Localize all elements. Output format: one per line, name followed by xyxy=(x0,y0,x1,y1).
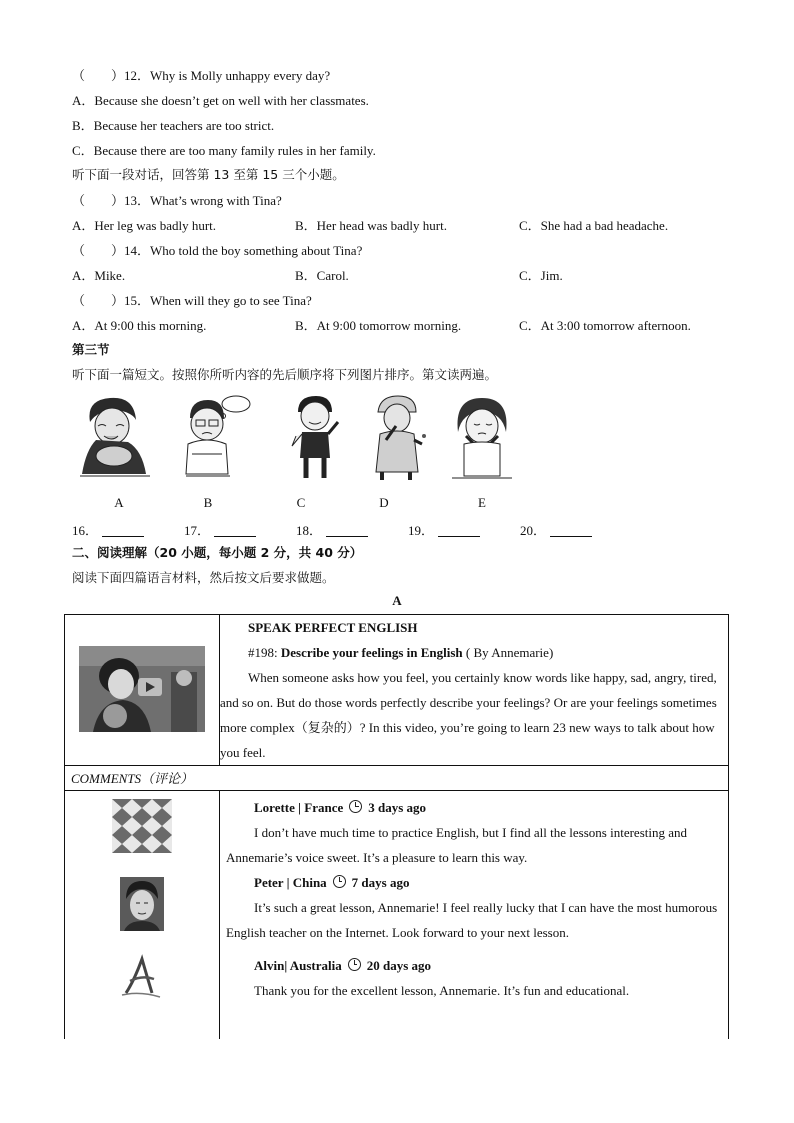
option-b: B．Carol. xyxy=(295,268,349,283)
clock-icon xyxy=(349,800,362,813)
avatar-lorette xyxy=(112,799,172,853)
video-thumbnail[interactable] xyxy=(79,646,205,732)
question-stem: 13．What’s wrong with Tina? xyxy=(124,193,282,208)
crying-person-picture xyxy=(76,392,154,482)
avatar-alvin xyxy=(120,951,164,999)
clock-icon xyxy=(333,875,346,888)
blank-number: 16． xyxy=(72,523,99,538)
episode-number: #198: xyxy=(248,645,278,660)
comment-meta xyxy=(226,870,722,895)
option-c: C．At 3:00 tomorrow afternoon. xyxy=(519,318,691,333)
blank-number: 17． xyxy=(184,523,211,538)
option-c: C．Because there are too many family rules in her family. xyxy=(72,143,376,158)
comment xyxy=(220,870,728,945)
answer-paren: （ ） xyxy=(72,193,125,208)
clock-icon xyxy=(348,958,361,971)
option-a: A．Mike. xyxy=(72,268,126,283)
option-b: B．Her head was badly hurt. xyxy=(295,218,447,233)
comments-header: COMMENTS（评论） xyxy=(65,766,729,791)
section-title: 第三节 xyxy=(72,342,110,357)
answer-blank[interactable] xyxy=(184,520,256,539)
avatar-peter xyxy=(120,877,164,931)
comment-author: Lorette | France xyxy=(254,800,344,815)
sick-man-picture xyxy=(362,392,440,482)
comment-time: 20 days ago xyxy=(366,958,432,973)
option-a: A．Because she doesn’t get on well with her classmates. xyxy=(72,93,369,108)
episode-author: ( By Annemarie) xyxy=(462,645,554,660)
comment-author: Peter | China xyxy=(254,875,327,890)
answer-paren: （ ） xyxy=(72,243,125,258)
blank-number: 20． xyxy=(520,523,547,538)
passage-label: A xyxy=(392,593,402,608)
answer-blank[interactable] xyxy=(72,520,144,539)
article-table xyxy=(64,614,729,1039)
avatars-cell xyxy=(65,791,220,1040)
reading-instruction: 阅读下面四篇语言材料，然后按文后要求做题。 xyxy=(72,570,335,585)
comment xyxy=(220,953,728,1003)
blank-number: 19． xyxy=(408,523,435,538)
dialog-instruction: 听下面一段对话，回答第 13 至第 15 三个小题。 xyxy=(72,167,345,182)
answer-paren: （ ） xyxy=(72,293,125,308)
answer-blanks xyxy=(72,520,632,538)
comments-cell xyxy=(220,791,729,1040)
reading-heading: 二、阅读理解（20 小题，每小题 2 分，共 40 分） xyxy=(72,545,363,560)
answer-paren: （ ） xyxy=(72,68,125,83)
thinking-boy-picture xyxy=(178,392,256,482)
option-c: C．Jim. xyxy=(519,268,563,283)
picture-label: D xyxy=(379,495,389,510)
article-title: SPEAK PERFECT ENGLISH xyxy=(248,620,418,635)
comment xyxy=(220,795,728,870)
question-13 xyxy=(72,190,282,209)
question-stem: 15．When will they go to see Tina? xyxy=(124,293,312,308)
section-instruction: 听下面一篇短文。按照你所听内容的先后顺序将下列图片排序。第文读两遍。 xyxy=(72,367,498,382)
option-b: B．Because her teachers are too strict. xyxy=(72,118,275,133)
answer-blank[interactable] xyxy=(296,520,368,539)
question-14 xyxy=(72,240,362,259)
sad-girl-picture xyxy=(446,392,524,482)
question-stem: 14．Who told the boy something about Tina? xyxy=(124,243,363,258)
option-a: A．At 9:00 this morning. xyxy=(72,318,207,333)
comment-time: 3 days ago xyxy=(368,800,427,815)
episode-line xyxy=(220,640,728,665)
answer-blank[interactable] xyxy=(408,520,480,539)
comment-meta xyxy=(226,953,722,978)
question-15 xyxy=(72,290,312,309)
comment-text: Thank you for the excellent lesson, Annemarie. It’s fun and educational. xyxy=(254,983,630,998)
standing-boy-picture xyxy=(280,392,358,482)
picture-row xyxy=(72,392,552,512)
question-12 xyxy=(72,65,330,84)
comment-author: Alvin| Australia xyxy=(254,958,342,973)
option-b: B．At 9:00 tomorrow morning. xyxy=(295,318,462,333)
picture-label: E xyxy=(478,495,486,510)
comment-text: It’s such a great lesson, Annemarie! I feel really lucky that I can have the most humorous English teacher on the Internet. Look forward to your next lesson. xyxy=(226,900,718,940)
comment-text: I don’t have much time to practice English, but I find all the lessons interesting and Annemarie’s voice sweet. It’s a pleasure to learn this way. xyxy=(226,825,687,865)
article-body: When someone asks how you feel, you certainly know words like happy, sad, angry, tired, and so on. But do those words perfectly describe your feelings? Or are your feelings sometimes more complex（复杂的）? In this video, you’re going to learn 23 new ways to talk about how you feel. xyxy=(220,670,717,760)
video-cell xyxy=(65,615,220,766)
comment-time: 7 days ago xyxy=(351,875,410,890)
option-a: A．Her leg was badly hurt. xyxy=(72,218,217,233)
picture-label: B xyxy=(203,495,213,510)
blank-number: 18． xyxy=(296,523,323,538)
option-c: C．She had a bad headache. xyxy=(519,218,669,233)
comment-meta xyxy=(226,795,722,820)
picture-label: A xyxy=(114,495,124,510)
picture-label: C xyxy=(296,495,306,510)
episode-title: Describe your feelings in English xyxy=(280,645,463,660)
answer-blank[interactable] xyxy=(520,520,592,539)
article-cell xyxy=(220,615,729,766)
question-stem: 12．Why is Molly unhappy every day? xyxy=(124,68,331,83)
